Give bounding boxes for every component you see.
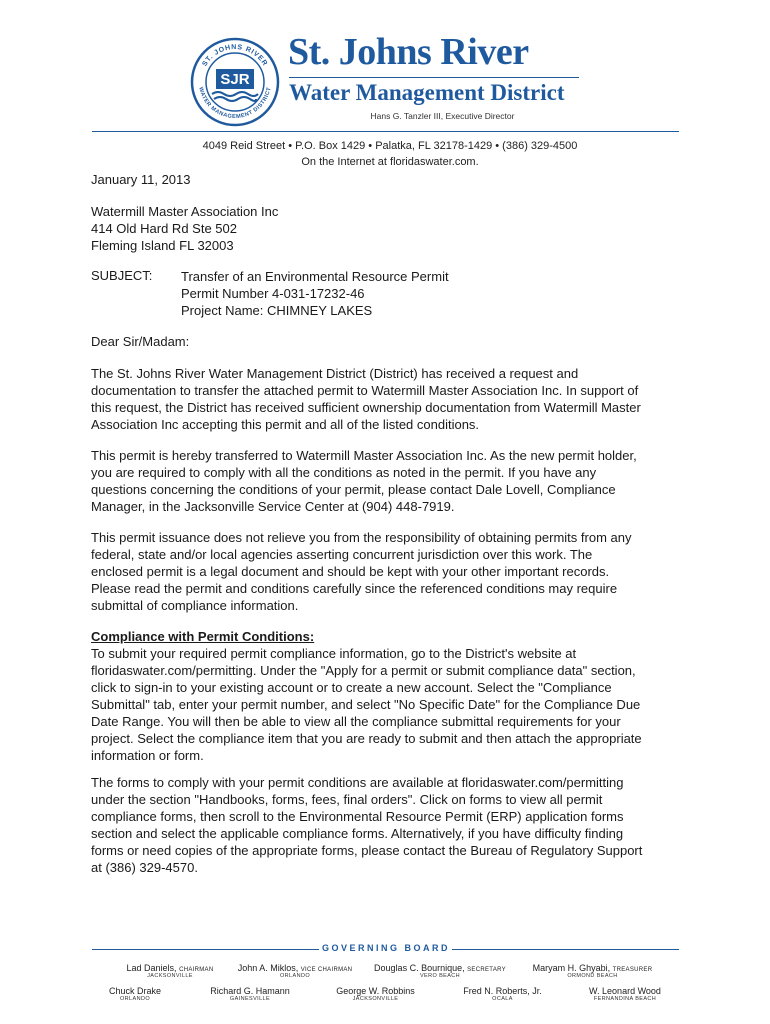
footer-rule-left bbox=[92, 949, 319, 950]
paragraph-line: project. Select the compliance item that you are ready to submit and then attach the appropriate bbox=[91, 731, 642, 746]
paragraph-transfer-request bbox=[91, 365, 691, 433]
board-member-city: JACKSONVILLE bbox=[352, 996, 399, 1002]
board-member bbox=[225, 963, 365, 979]
board-member bbox=[323, 986, 428, 1002]
paragraph-line: questions concerning the conditions of your permit, please contact Dale Lovell, Compliance bbox=[91, 482, 616, 497]
recipient-line: Fleming Island FL 32003 bbox=[91, 238, 234, 253]
recipient-line: Watermill Master Association Inc bbox=[91, 204, 279, 219]
subject-line: Project Name: CHIMNEY LAKES bbox=[181, 303, 373, 318]
board-member bbox=[200, 986, 300, 1002]
district-website: On the Internet at floridaswater.com. bbox=[301, 156, 479, 168]
paragraph-line: To submit your required permit compliance information, go to the District's website at bbox=[91, 646, 577, 661]
salutation: Dear Sir/Madam: bbox=[91, 334, 190, 349]
header-divider bbox=[92, 131, 679, 132]
org-subtitle: Water Management District bbox=[289, 80, 565, 105]
district-address: 4049 Reid Street • P.O. Box 1429 • Palatka, FL 32178-1429 • (386) 329-4500 bbox=[202, 140, 578, 152]
board-member-name: Douglas C. Bournique, bbox=[374, 963, 465, 973]
paragraph-line: this request, the District has received sufficient ownership documentation from Watermill Master bbox=[91, 400, 641, 415]
paragraph-line: This permit issuance does not relieve you from the responsibility of obtaining permits from any bbox=[91, 530, 632, 545]
paragraph-line: section and select the applicable compliance forms. Alternatively, if you have difficulty finding bbox=[91, 826, 624, 841]
paragraph-line: at (386) 329-4570. bbox=[91, 860, 198, 875]
board-member-name: John A. Miklos, bbox=[237, 963, 299, 973]
board-member-city: ORMOND BEACH bbox=[567, 973, 618, 979]
board-member-city: GAINESVILLE bbox=[229, 996, 271, 1002]
paragraph-line: you are required to comply with all the conditions as noted in the permit. If you have any bbox=[91, 465, 597, 480]
org-name-rule bbox=[289, 77, 579, 78]
svg-text:SJR: SJR bbox=[220, 71, 250, 88]
paragraph-line: The St. Johns River Water Management District (District) has received a request and bbox=[91, 366, 579, 381]
board-member-role: CHAIRMAN bbox=[179, 967, 214, 973]
paragraph-line: submittal of compliance information. bbox=[91, 598, 299, 613]
subject-label: SUBJECT: bbox=[91, 268, 153, 283]
paragraph-line: compliance forms, then scroll to the Environmental Resource Permit (ERP) application forms bbox=[91, 809, 624, 824]
board-member-city: ORLANDO bbox=[120, 996, 150, 1002]
board-member-name: Lad Daniels, bbox=[126, 963, 177, 973]
compliance-heading: Compliance with Permit Conditions: bbox=[91, 629, 315, 644]
board-member bbox=[95, 986, 175, 1002]
compliance-section bbox=[91, 628, 691, 764]
board-member bbox=[520, 963, 665, 979]
paragraph-line: enclosed permit is a legal document and should be kept with your other important records. bbox=[91, 564, 610, 579]
board-member-name: George W. Robbins bbox=[336, 986, 415, 996]
board-member-role: SECRETARY bbox=[467, 967, 506, 973]
paragraph-line: This permit is hereby transferred to Watermill Master Association Inc. As the new permit holder, bbox=[91, 448, 637, 463]
board-member-name: W. Leonard Wood bbox=[589, 986, 661, 996]
paragraph-line: The forms to comply with your permit conditions are available at floridaswater.com/permitting bbox=[91, 775, 624, 790]
paragraph-line: click to sign-in to your existing account or to create a new account. Select the "Compliance bbox=[91, 680, 612, 695]
svg-text:WATER MANAGEMENT DISTRICT: WATER MANAGEMENT DISTRICT bbox=[197, 86, 273, 121]
board-member bbox=[450, 986, 555, 1002]
paragraph-line: Submittal" tab, enter your permit number, and select "No Specific Date" for the Compliance Due bbox=[91, 697, 641, 712]
board-member-city: VERO BEACH bbox=[419, 973, 461, 979]
paragraph-line: Please read the permit and conditions carefully since the referenced conditions may require bbox=[91, 581, 618, 596]
paragraph-line: floridaswater.com/permitting. Under the "Apply for a permit or submit compliance data" section, bbox=[91, 663, 636, 678]
paragraph-forms bbox=[91, 774, 691, 876]
paragraph-line: forms or need copies of the appropriate forms, please contact the Bureau of Regulatory Support bbox=[91, 843, 643, 858]
board-member-name: Chuck Drake bbox=[108, 986, 162, 996]
letter-date: January 11, 2013 bbox=[91, 172, 191, 187]
board-member bbox=[370, 963, 510, 979]
paragraph-line: Manager, in the Jacksonville Service Center at (904) 448-7919. bbox=[91, 499, 455, 514]
paragraph-line: information or form. bbox=[91, 748, 204, 763]
board-member bbox=[575, 986, 675, 1002]
paragraph-line: Date Range. You will then be able to view all the compliance submittal requirements for your bbox=[91, 714, 621, 729]
paragraph-line: documentation to transfer the attached permit to Watermill Master Association Inc. In support of bbox=[91, 383, 639, 398]
org-name: St. Johns River bbox=[288, 31, 529, 73]
board-member-city: JACKSONVILLE bbox=[147, 973, 193, 979]
subject-line: Transfer of an Environmental Resource Permit bbox=[181, 269, 449, 284]
board-member-city: OCALA bbox=[492, 996, 513, 1002]
paragraph-line: under the section "Handbooks, forms, fees, final orders". Click on forms to view all permit bbox=[91, 792, 603, 807]
footer-rule-right bbox=[452, 949, 679, 950]
svg-text:ST. JOHNS RIVER: ST. JOHNS RIVER bbox=[201, 43, 269, 68]
paragraph-permit-transferred bbox=[91, 447, 691, 515]
executive-director: Hans G. Tanzler III, Executive Director bbox=[370, 111, 515, 121]
board-member-name: Maryam H. Ghyabi, bbox=[532, 963, 611, 973]
board-member-name: Richard G. Hamann bbox=[210, 986, 290, 996]
board-member-city: ORLANDO bbox=[280, 973, 310, 979]
paragraph-permit-issuance bbox=[91, 529, 691, 614]
paragraph-line: federal, state and/or local agencies asserting concurrent jurisdiction over this work. The bbox=[91, 547, 593, 562]
board-member-role: VICE CHAIRMAN bbox=[300, 967, 353, 973]
paragraph-line: Association Inc accepting this permit and all of the listed conditions. bbox=[91, 417, 480, 432]
board-member-role: TREASURER bbox=[612, 967, 653, 973]
recipient-address bbox=[91, 203, 278, 254]
board-member-name: Fred N. Roberts, Jr. bbox=[463, 986, 542, 996]
subject-lines bbox=[181, 268, 449, 319]
board-member-city: FERNANDINA BEACH bbox=[593, 996, 657, 1002]
recipient-line: 414 Old Hard Rd Ste 502 bbox=[91, 221, 237, 236]
board-member bbox=[105, 963, 235, 979]
governing-board-title: GOVERNING BOARD bbox=[322, 943, 451, 953]
subject-line: Permit Number 4-031-17232-46 bbox=[181, 286, 365, 301]
